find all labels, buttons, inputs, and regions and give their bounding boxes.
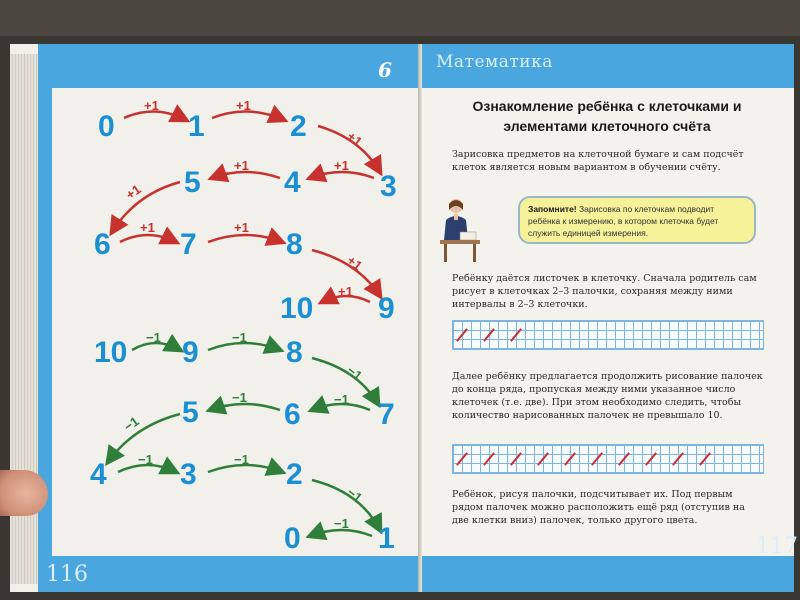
stick-a2 bbox=[483, 452, 495, 466]
stick-a9 bbox=[672, 452, 684, 466]
plus-one-labels bbox=[123, 98, 365, 299]
paragraph-3: Ребёнок, рисуя палочки, подсчитывает их. Под первым рядом палочек можно расположить ещё ряд (отступив на две клетки вниз) палочек, только другого цвета. bbox=[452, 489, 745, 526]
arrow-7-to-8 bbox=[208, 235, 282, 242]
node-9-b: 9 bbox=[182, 336, 199, 369]
node-9: 9 bbox=[378, 292, 395, 325]
label-5-4: −1 bbox=[120, 413, 142, 435]
node-0: 0 bbox=[98, 110, 115, 143]
label-4-3: −1 bbox=[138, 452, 153, 467]
remember-note bbox=[518, 196, 756, 244]
subtraction-arrows bbox=[108, 343, 380, 536]
stick-a5 bbox=[564, 452, 576, 466]
label-6-7: +1 bbox=[140, 220, 155, 235]
node-1: 1 bbox=[188, 110, 205, 143]
stick-a3 bbox=[510, 452, 522, 466]
label-7-6: −1 bbox=[334, 392, 349, 407]
node-0-b: 0 bbox=[284, 522, 301, 555]
grid-strip-2 bbox=[452, 444, 764, 474]
label-6-5: −1 bbox=[232, 390, 247, 405]
stick-1 bbox=[456, 328, 468, 342]
node-8: 8 bbox=[286, 228, 303, 261]
node-1-b: 1 bbox=[378, 522, 395, 555]
stick-a4 bbox=[537, 452, 549, 466]
subject-heading: Математика bbox=[436, 52, 553, 72]
page-title: Ознакомление ребёнка с клеточками и элементами клеточного счёта bbox=[472, 98, 742, 134]
label-10-9: −1 bbox=[146, 330, 161, 345]
node-8-b: 8 bbox=[286, 336, 303, 369]
label-1-2: +1 bbox=[236, 98, 251, 113]
node-4-b: 4 bbox=[90, 458, 107, 491]
node-5: 5 bbox=[184, 166, 201, 199]
node-10-b: 10 bbox=[94, 336, 128, 369]
node-7-b: 7 bbox=[378, 398, 395, 431]
node-10: 10 bbox=[280, 292, 314, 325]
stick-a8 bbox=[645, 452, 657, 466]
label-2-1: −1 bbox=[344, 484, 366, 506]
label-3-4: +1 bbox=[334, 158, 349, 173]
node-4: 4 bbox=[284, 166, 301, 199]
addition-arrows bbox=[112, 111, 380, 302]
paragraph-1: Ребёнку даётся листочек в клеточку. Сначала родитель сам рисует в клеточках 2–3 палочки, сохраняя между ними интервалы в 2–3 клеточки. bbox=[452, 273, 757, 310]
node-3-b: 3 bbox=[180, 458, 197, 491]
right-page-number: 117 bbox=[756, 534, 798, 559]
teacher-illustration bbox=[440, 196, 480, 262]
label-5-6: +1 bbox=[122, 181, 144, 203]
grid-strip-1 bbox=[452, 320, 764, 350]
thumb bbox=[0, 470, 48, 516]
stick-3 bbox=[510, 328, 522, 342]
label-8-7: −1 bbox=[344, 362, 366, 384]
chapter-badge: 6 bbox=[378, 58, 392, 82]
label-4-5: +1 bbox=[234, 158, 249, 173]
note-text: Зарисовка по клеточкам подводит ребёнка к измерению, в котором клеточка будет служить единицей измерения. bbox=[528, 204, 719, 238]
stick-a6 bbox=[591, 452, 603, 466]
stick-a7 bbox=[618, 452, 630, 466]
label-3-2: −1 bbox=[234, 452, 249, 467]
stick-a10 bbox=[699, 452, 711, 466]
stick-2 bbox=[483, 328, 495, 342]
arrow-6-to-7 bbox=[120, 235, 176, 242]
label-1-0: −1 bbox=[334, 516, 349, 531]
label-9-10: +1 bbox=[338, 284, 353, 299]
node-7: 7 bbox=[180, 228, 197, 261]
label-9-8: −1 bbox=[232, 330, 247, 345]
paragraph-2: Далее ребёнку предлагается продолжить рисование палочек до конца ряда, пропуская между ними указанное число клеточек (т.е. две). При этом необходимо следить, чтобы количество нарисованных палочек не превышало 10. bbox=[452, 371, 763, 421]
note-label: Запомните! bbox=[528, 204, 577, 214]
node-6: 6 bbox=[94, 228, 111, 261]
node-6-b: 6 bbox=[284, 398, 301, 431]
node-3: 3 bbox=[380, 170, 397, 203]
minus-one-labels bbox=[121, 330, 365, 531]
stick-a1 bbox=[456, 452, 468, 466]
label-7-8: +1 bbox=[234, 220, 249, 235]
node-2: 2 bbox=[290, 110, 307, 143]
node-2-b: 2 bbox=[286, 458, 303, 491]
node-5-b: 5 bbox=[182, 396, 199, 429]
intro-paragraph: Зарисовка предметов на клеточной бумаге и сам подсчёт клеток является новым вариантом в обучении счёту. bbox=[452, 149, 744, 173]
label-0-1: +1 bbox=[144, 98, 159, 113]
label-8-9: +1 bbox=[344, 252, 366, 274]
label-2-3: +1 bbox=[344, 128, 366, 150]
left-page-number: 116 bbox=[46, 562, 88, 587]
